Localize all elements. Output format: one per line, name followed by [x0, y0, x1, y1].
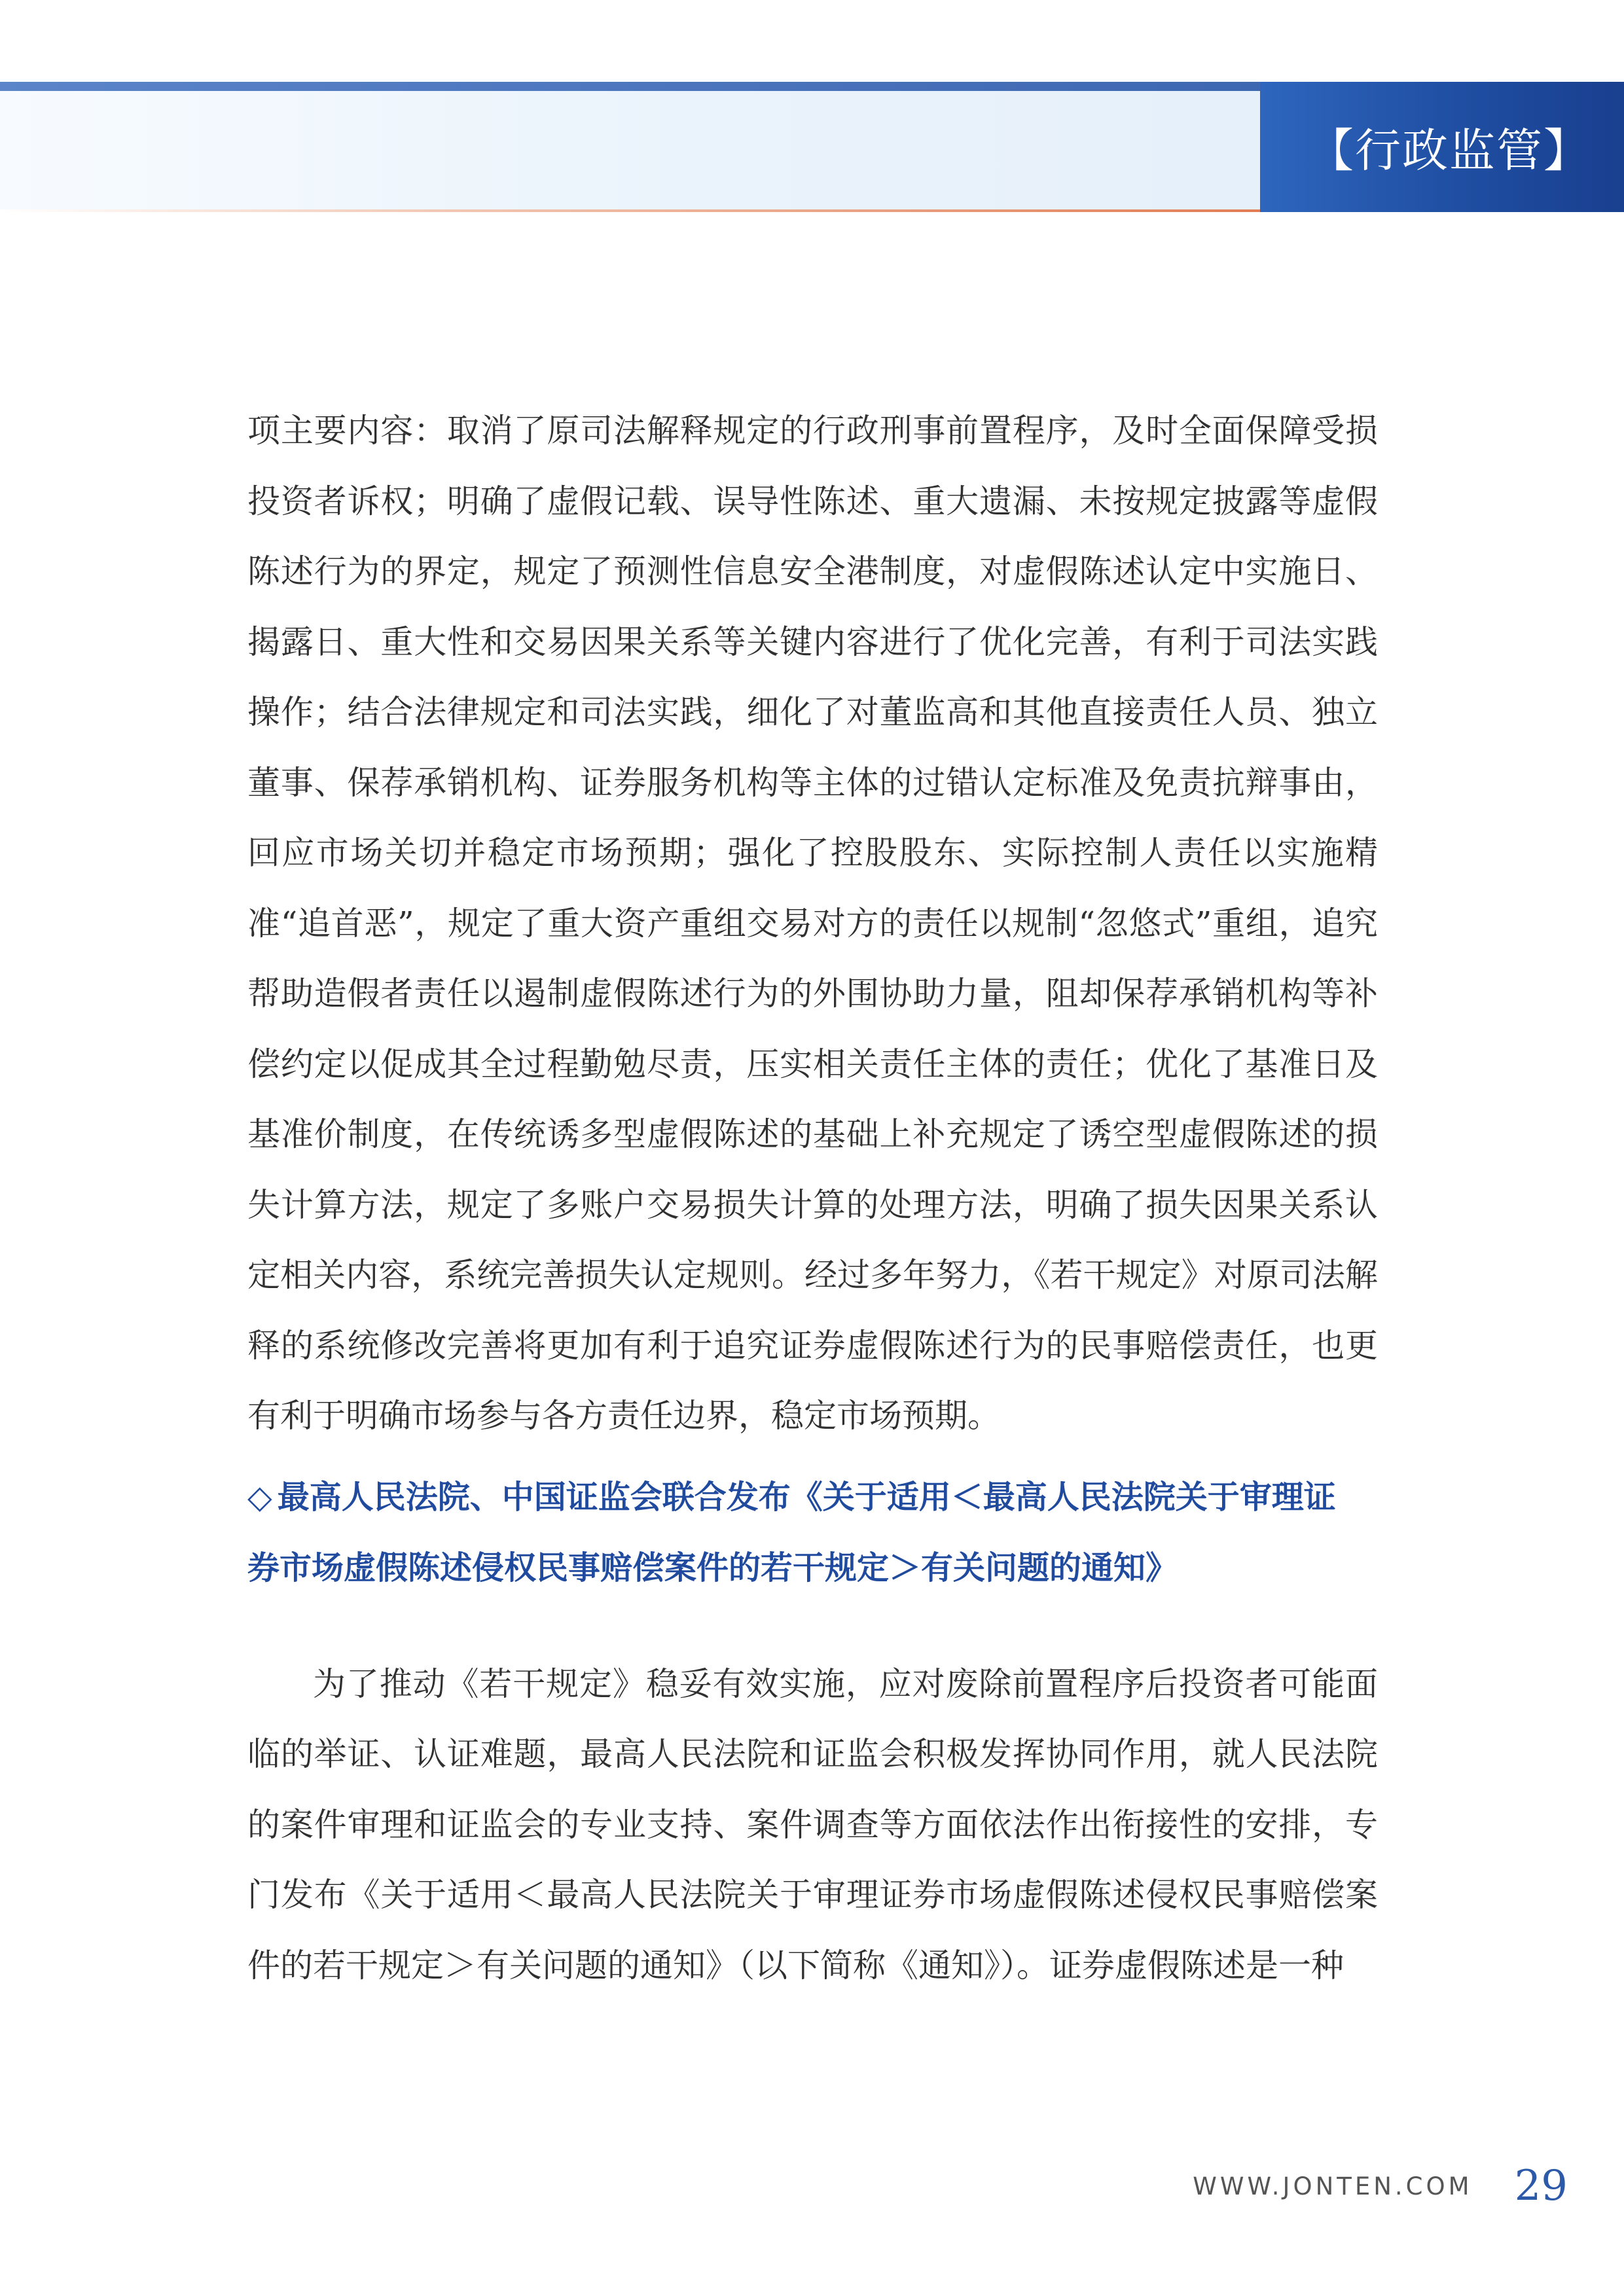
section-heading-text-1: 最高人民法院、中国证监会联合发布《关于适用＜最高人民法院关于审理证 [277, 1478, 1336, 1516]
paragraph-continued: 项主要内容：取消了原司法解释规定的行政刑事前置程序，及时全面保障受损投资者诉权；明确了虚假记载、误导性陈述、重大遗漏、未按规定披露等虚假陈述行为的界定，规定了预测性信息安全港制度，对虚假陈述认定中实施日、揭露日、重大性和交易因果关系等关键内容进行了优化完善，有利于司法实践操作；结合法律规定和司法实践，细化了对董监高和其他直接责任人员、独立董事、保荐承销机构、证券服务机构等主体的过错认定标准及免责抗辩事由，回应市场关切并稳定市场预期；强化了控股股东、实际控制人责任以实施精准“追首恶”，规定了重大资产重组交易对方的责任以规制“忽悠式”重组，追究帮助造假者责任以遏制虚假陈述行为的外围协助力量，阻却保荐承销机构等补偿约定以促成其全过程勤勉尽责，压实相关责任主体的责任；优化了基准日及基准价制度，在传统诱多型虚假陈述的基础上补充规定了诱空型虚假陈述的损失计算方法，规定了多账户交易损失计算的处理方法，明确了损失因果关系认定相关内容，系统完善损失认定规则。经过多年努力，《若干规定》对原司法解释的系统修改完善将更加有利于追究证券虚假陈述行为的民事赔偿责任，也更有利于明确市场参与各方责任边界，稳定市场预期。 [247, 412, 1378, 1435]
website-link[interactable]: WWW.JONTEN.COM [1193, 2172, 1473, 2200]
page-footer [1193, 2153, 1568, 2219]
page-number: 29 [1514, 2162, 1568, 2210]
paragraph-2: 为了推动《若干规定》稳妥有效实施，应对废除前置程序后投资者可能面临的举证、认证难题，最高人民法院和证监会积极发挥协同作用，就人民法院的案件审理和证监会的专业支持、案件调查等方面依法作出衔接性的安排，专门发布《关于适用＜最高人民法院关于审理证券市场虚假陈述侵权民事赔偿案件的若干规定＞有关问题的通知》（以下简称《通知》）。证券虚假陈述是一种 [247, 1664, 1378, 1984]
page-header [0, 0, 1624, 216]
header-bottom-rule [0, 209, 1260, 212]
section-heading-line-2: 券市场虚假陈述侵权民事赔偿案件的若干规定＞有关问题的通知》 [247, 1549, 1178, 1587]
section-heading-line-1 [247, 1462, 1378, 1533]
header-gradient-band [0, 91, 1260, 209]
header-top-rule [0, 82, 1260, 91]
section-label: 【行政监管】 [1308, 124, 1591, 177]
section-heading [247, 1462, 1378, 1604]
article-body [247, 396, 1378, 2001]
diamond-icon: ◇ [247, 1478, 272, 1516]
section-tab [1260, 82, 1624, 212]
